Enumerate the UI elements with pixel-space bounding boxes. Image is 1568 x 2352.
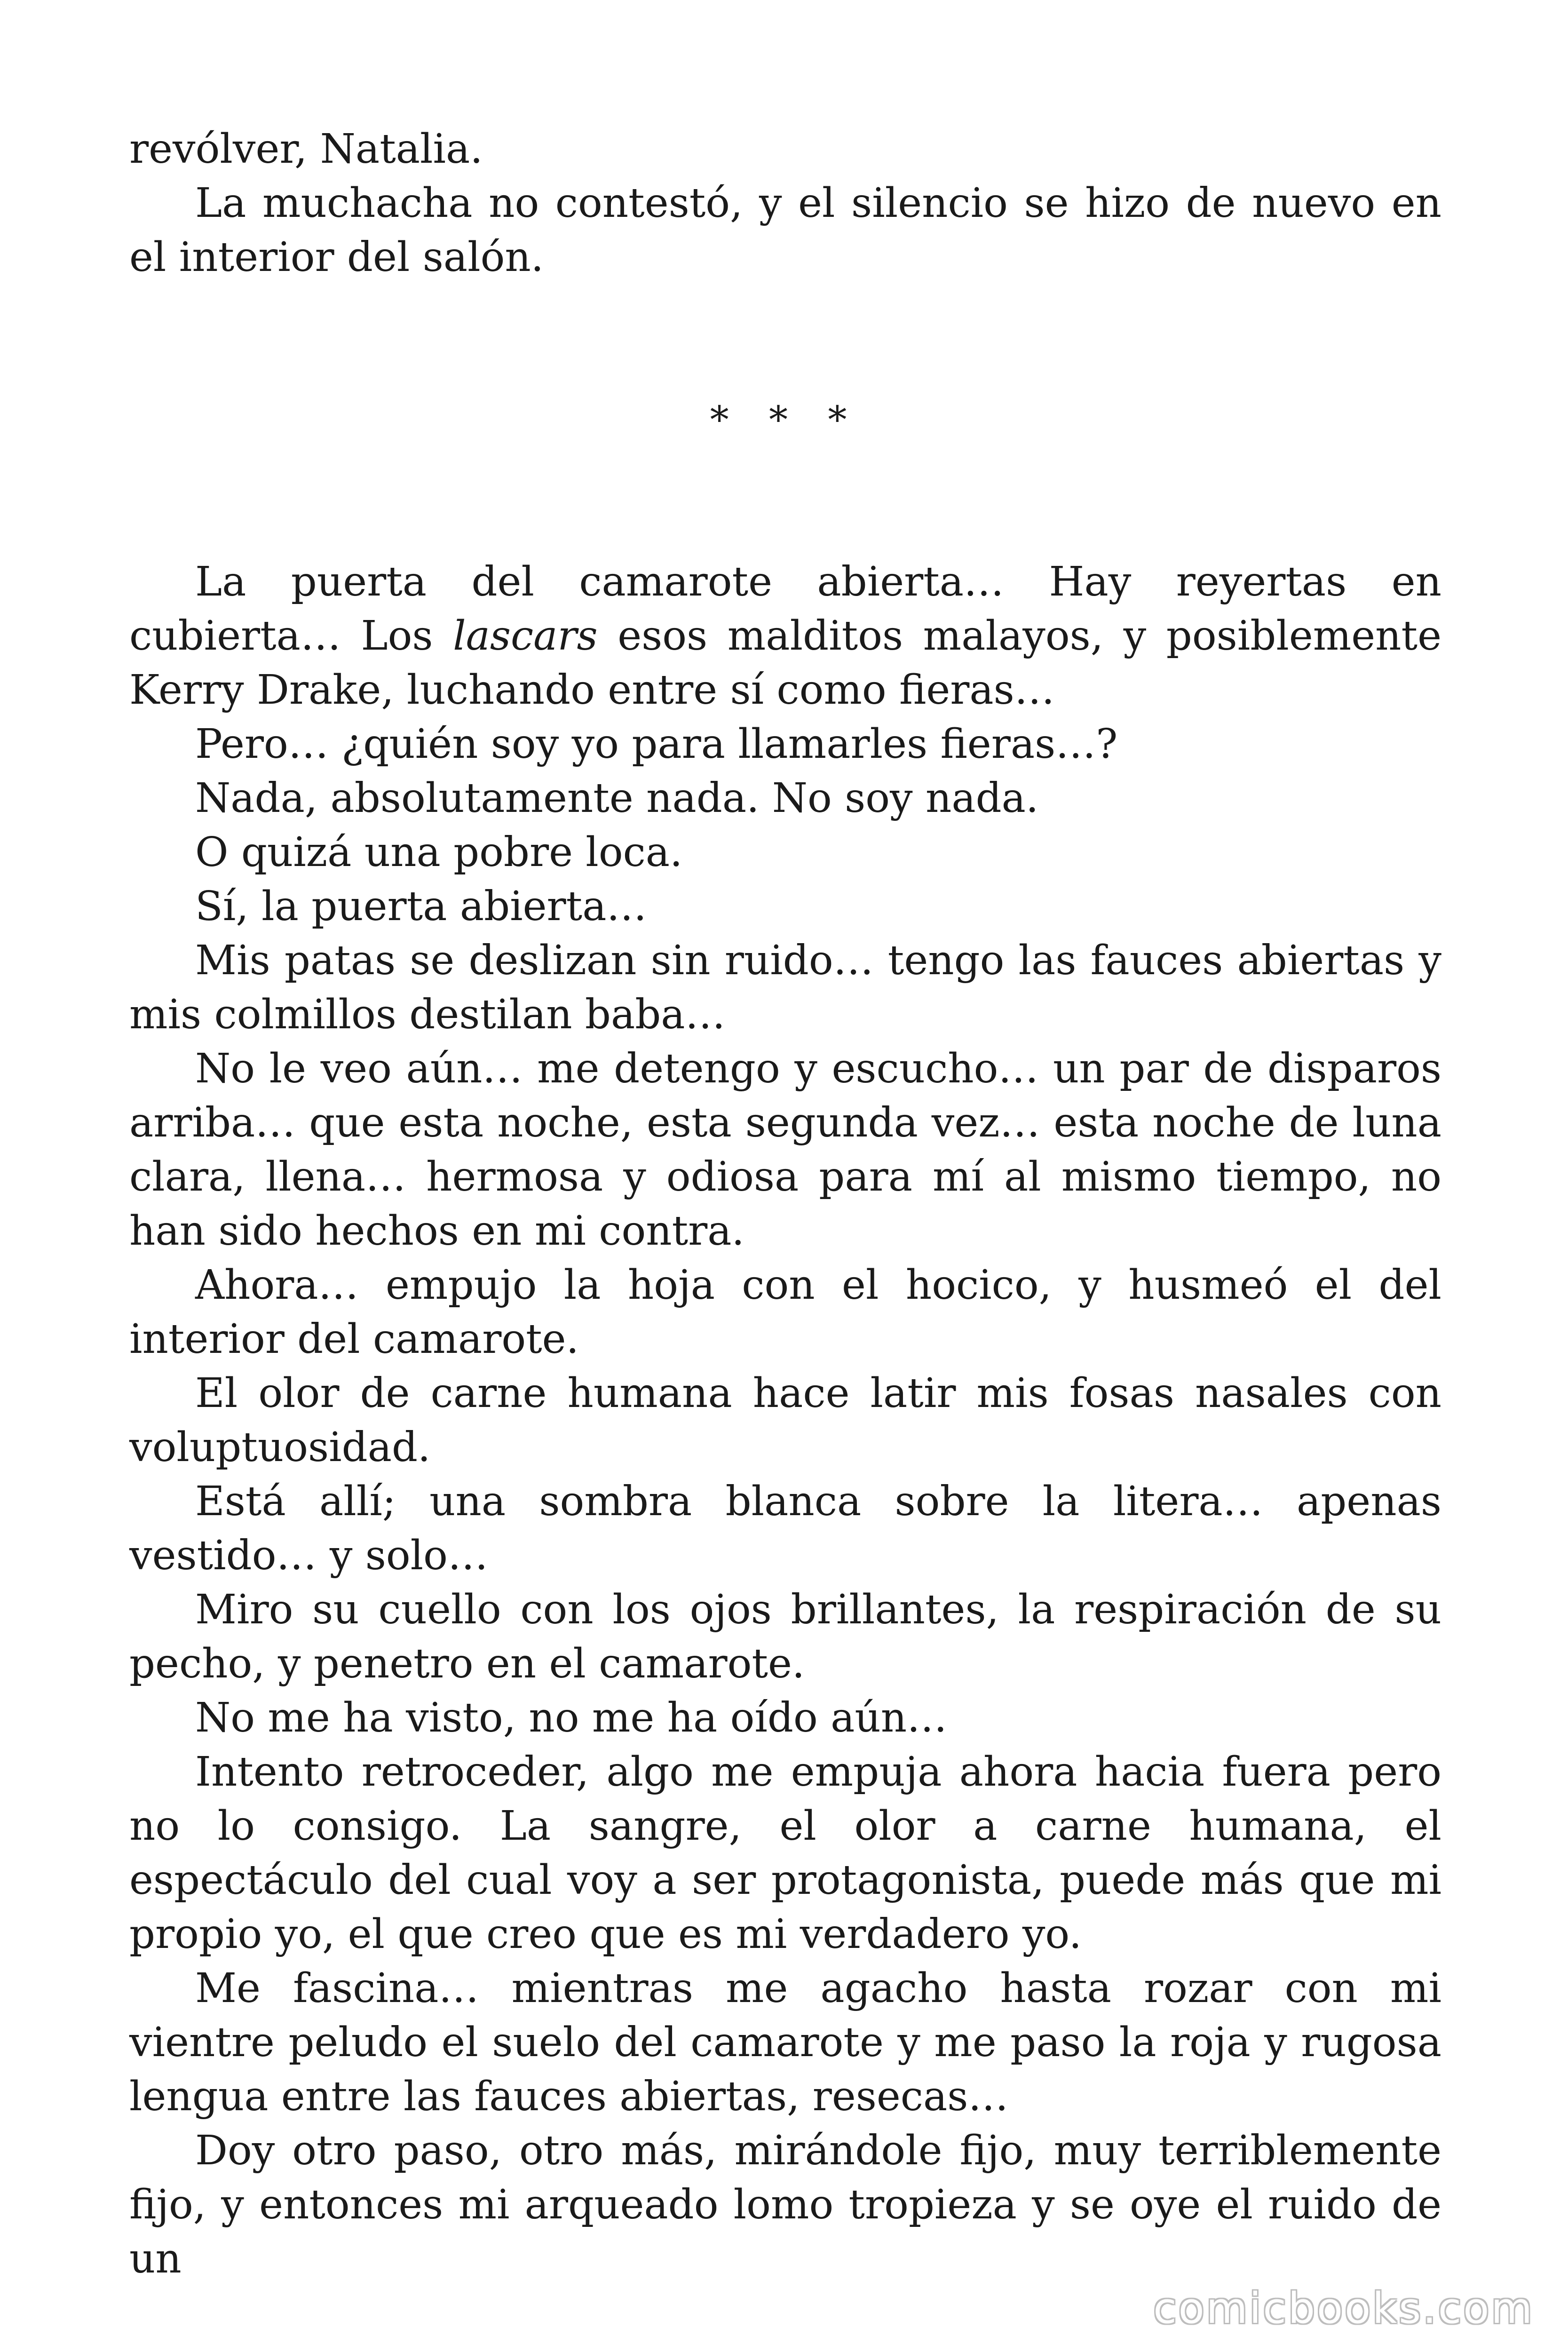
section-separator: * * * — [710, 398, 861, 442]
paragraph: No le veo aún… me detengo y escucho… un par de disparos arriba… que esta noche, esta segunda vez… esta noche de luna clara, llena… hermosa y odiosa para mí al mismo tiempo, no han sido hechos en mi contra. — [129, 1045, 1441, 1255]
paragraph: Miro su cuello con los ojos brillantes, la respiración de su pecho, y penetro en el camarote. — [129, 1586, 1441, 1687]
text-run: La puerta del camarote abierta… Hay reyertas en cubierta… Los — [129, 558, 1441, 660]
paragraph: Doy otro paso, otro más, mirándole fijo, muy terriblemente fijo, y entonces mi arqueado lomo tropieza y se oye el ruido de un — [129, 2127, 1441, 2282]
text-run: esos malditos malayos, y posiblemente Kerry Drake, luchando entre sí como fieras… — [129, 612, 1441, 714]
paragraph — [129, 555, 1441, 717]
paragraph: O quizá una pobre loca. — [195, 829, 683, 876]
paragraph: Mis patas se deslizan sin ruido… tengo las fauces abiertas y mis colmillos destilan baba… — [129, 937, 1441, 1038]
paragraph: El olor de carne humana hace latir mis fosas nasales con voluptuosidad. — [129, 1370, 1441, 1471]
watermark: comicbooks.com — [1153, 2284, 1534, 2333]
paragraph: Nada, absolutamente nada. No soy nada. — [195, 775, 1039, 822]
paragraph: No me ha visto, no me ha oído aún… — [195, 1694, 948, 1741]
paragraph: Pero… ¿quién soy yo para llamarles fieras…? — [195, 721, 1118, 768]
paragraph: Está allí; una sombra blanca sobre la litera… apenas vestido… y solo… — [129, 1478, 1441, 1579]
paragraph: Me fascina… mientras me agacho hasta rozar con mi vientre peludo el suelo del camarote y me paso la roja y rugosa lengua entre las fauces abiertas, resecas… — [129, 1965, 1441, 2120]
paragraph: La muchacha no contestó, y el silencio se hizo de nuevo en el interior del salón. — [129, 180, 1441, 281]
paragraph: Sí, la puerta abierta… — [195, 883, 647, 930]
page-body — [129, 122, 1441, 2286]
italic-term: lascars — [453, 612, 598, 660]
paragraph: Intento retroceder, algo me empuja ahora hacia fuera pero no lo consigo. La sangre, el olor a carne humana, el espectáculo del cual voy a ser protagonista, puede más que mi propio yo, el que creo que es mi verdadero yo. — [129, 1748, 1441, 1958]
paragraph: revólver, Natalia. — [129, 126, 483, 173]
paragraph: Ahora… empujo la hoja con el hocico, y husmeó el del interior del camarote. — [129, 1262, 1441, 1363]
